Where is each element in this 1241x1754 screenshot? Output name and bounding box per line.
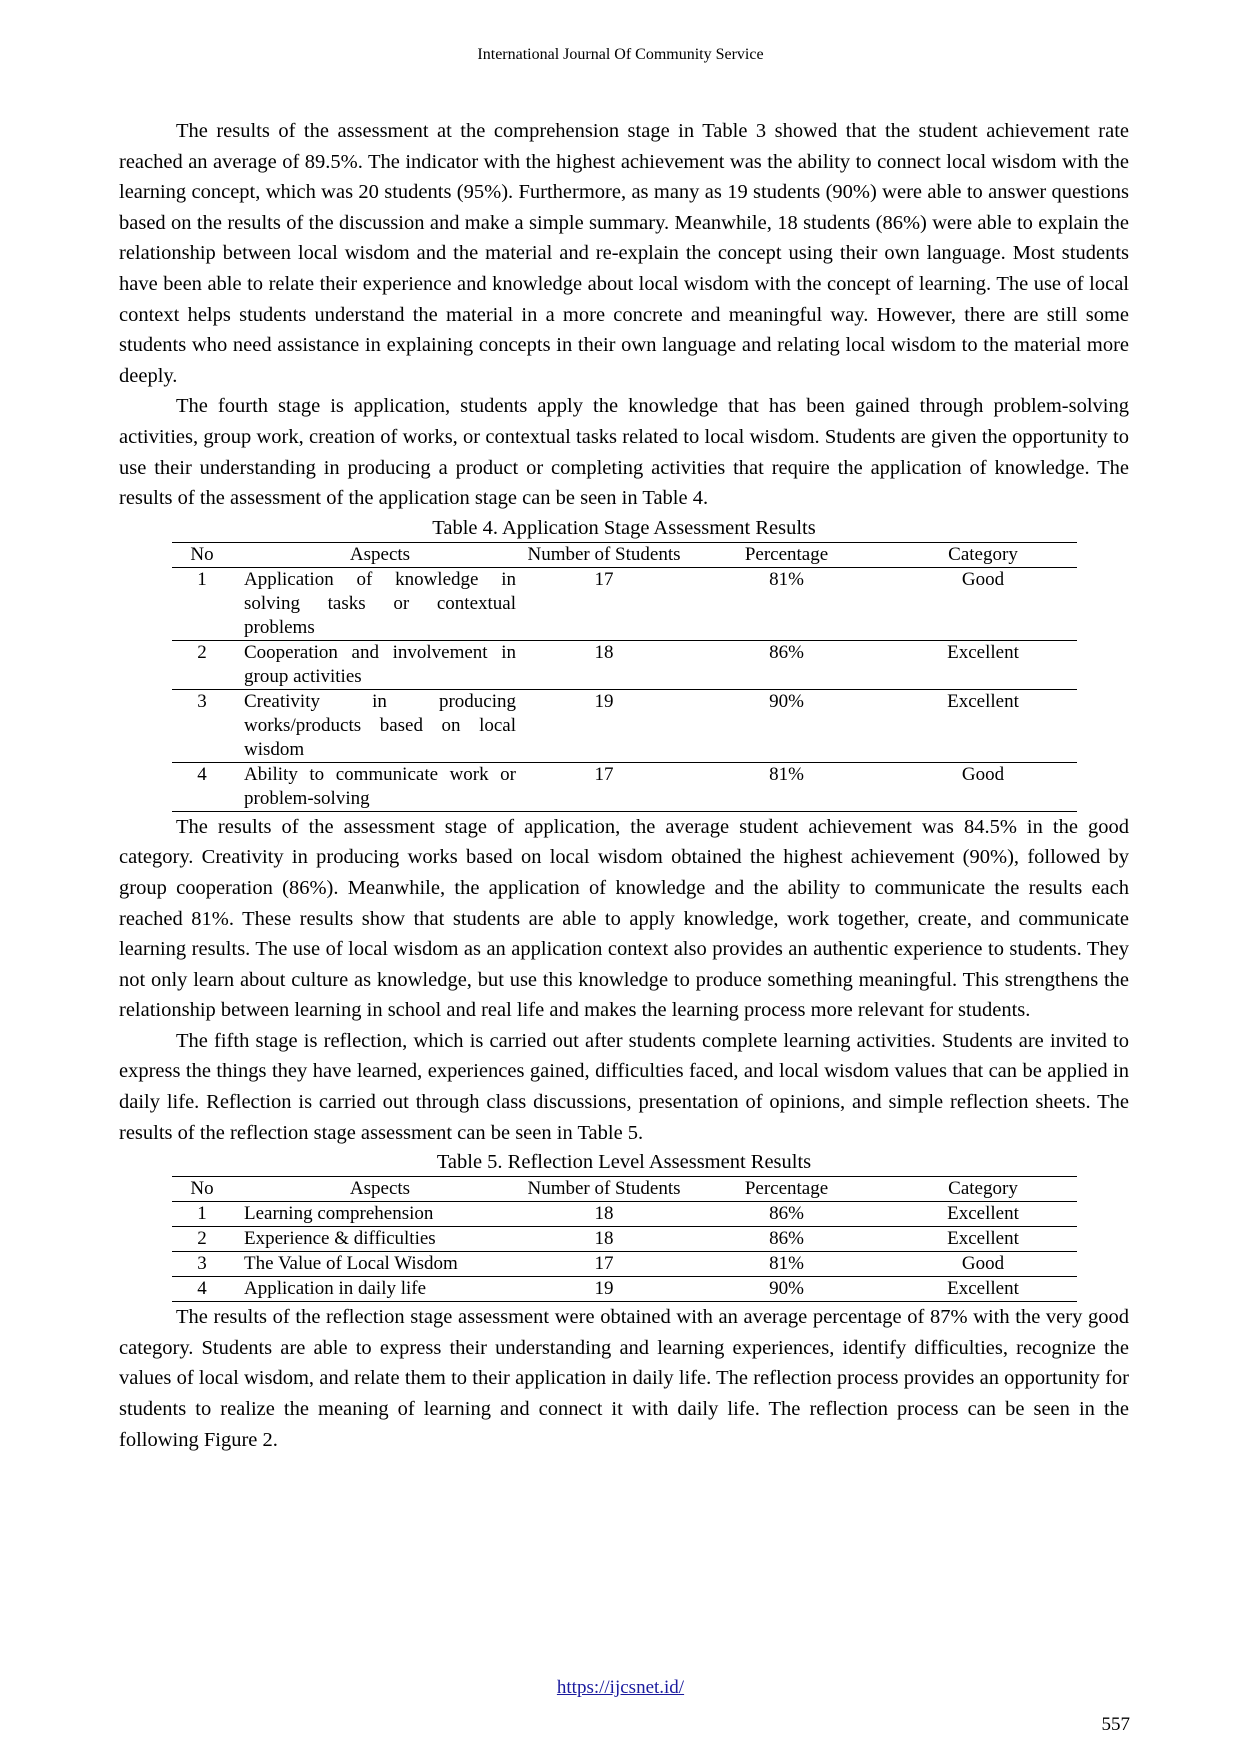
header-percentage: Percentage xyxy=(744,1178,829,1200)
table-row xyxy=(172,689,1077,762)
cell-percentage: 90% xyxy=(769,690,804,712)
table-row xyxy=(172,762,1077,811)
cell-no: 3 xyxy=(197,1253,207,1275)
table-header-row xyxy=(172,1177,1077,1202)
header-aspects: Aspects xyxy=(349,543,411,565)
cell-aspect: Ability to communicate work or problem-solving xyxy=(244,763,516,809)
paragraph-reflection-stage: The fifth stage is reflection, which is carried out after students complete learning activities. Students are invited to express the things they have learned, experiences gained, difficulties faced, and local wisdom values that can be applied in daily life. Reflection is carried out through class discussions, presentation of opinions, and simple reflection sheets. The results of the reflection stage assessment can be seen in Table 5. xyxy=(119,1029,1129,1144)
cell-no: 3 xyxy=(197,690,207,712)
cell-aspect: Application of knowledge in solving tasks or contextual problems xyxy=(244,568,516,638)
cell-percentage: 86% xyxy=(769,1228,804,1250)
cell-percentage: 86% xyxy=(769,641,804,663)
table-row xyxy=(172,567,1077,640)
cell-category: Excellent xyxy=(947,1228,1019,1250)
cell-students: 17 xyxy=(594,1253,614,1275)
table-row xyxy=(172,1277,1077,1302)
cell-category: Good xyxy=(961,1253,1005,1275)
cell-no: 1 xyxy=(197,568,207,590)
cell-category: Excellent xyxy=(947,641,1019,663)
table-row xyxy=(172,1252,1077,1277)
cell-percentage: 90% xyxy=(769,1278,804,1300)
cell-category: Excellent xyxy=(947,690,1019,712)
journal-website-link[interactable]: https://ijcsnet.id/ xyxy=(556,1677,685,1698)
header-category: Category xyxy=(948,1178,1018,1200)
cell-aspect: Application in daily life xyxy=(244,1278,427,1300)
cell-no: 4 xyxy=(197,763,207,785)
cell-aspect: Creativity in producing works/products based on local wisdom xyxy=(244,690,516,760)
cell-students: 18 xyxy=(594,1203,614,1225)
paragraph-reflection-results: The results of the reflection stage assessment were obtained with an average percentage of 87% with the very good category. Students are able to express their understanding and learning experiences, identify difficulties, recognize the values of local wisdom, and relate them to their application in daily life. The reflection process provides an opportunity for students to realize the meaning of learning and connect it with daily life. The reflection process can be seen in the following Figure 2. xyxy=(119,1306,1129,1451)
paragraph-application-results: The results of the assessment stage of application, the average student achievement was 84.5% in the good category. Creativity in producing works based on local wisdom obtained the highest achievement (90%), followed by group cooperation (86%). Meanwhile, the application of knowledge and the ability to communicate the results each reached 81%. These results show that students are able to apply knowledge, work together, create, and communicate learning results. The use of local wisdom as an application context also provides an authentic experience to students. They not only learn about culture as knowledge, but use this knowledge to produce something meaningful. This strengthens the relationship between learning in school and real life and makes the learning process more relevant for students. xyxy=(119,815,1129,1022)
table-row xyxy=(172,640,1077,689)
cell-students: 17 xyxy=(594,568,614,590)
header-percentage: Percentage xyxy=(744,543,829,565)
page-number: 557 xyxy=(1101,1714,1130,1735)
table4-application-results xyxy=(172,542,1077,812)
paragraph-comprehension-results: The results of the assessment at the comprehension stage in Table 3 showed that the student achievement rate reached an average of 89.5%. The indicator with the highest achievement was the ability to connect local wisdom with the learning concept, which was 20 students (95%). Furthermore, as many as 19 students (90%) were able to answer questions based on the results of the discussion and make a simple summary. Meanwhile, 18 students (86%) were able to explain the relationship between local wisdom and the material and re-explain the concept using their own language. Most students have been able to relate their experience and knowledge about local wisdom with the concept of learning. The use of local context helps students understand the material in a more concrete and meaningful way. However, there are still some students who need assistance in explaining concepts in their own language and relating local wisdom to the material more deeply. xyxy=(119,120,1129,387)
cell-category: Excellent xyxy=(947,1278,1019,1300)
cell-percentage: 81% xyxy=(769,763,804,785)
page-body xyxy=(119,116,1129,1455)
cell-no: 1 xyxy=(197,1203,207,1225)
cell-aspect: Experience & difficulties xyxy=(244,1228,436,1250)
cell-no: 2 xyxy=(197,641,207,663)
header-no: No xyxy=(190,543,214,565)
cell-students: 19 xyxy=(594,690,614,712)
cell-students: 18 xyxy=(594,641,614,663)
footer-link-container xyxy=(0,1677,1241,1699)
cell-category: Excellent xyxy=(947,1203,1019,1225)
cell-students: 17 xyxy=(594,763,614,785)
header-number-of-students: Number of Students xyxy=(527,1178,681,1200)
cell-percentage: 81% xyxy=(769,568,804,590)
cell-no: 4 xyxy=(197,1278,207,1300)
cell-percentage: 81% xyxy=(769,1253,804,1275)
header-number-of-students: Number of Students xyxy=(527,543,681,565)
table-row xyxy=(172,1227,1077,1252)
cell-aspect: Learning comprehension xyxy=(244,1203,434,1225)
cell-category: Good xyxy=(961,568,1005,590)
table4-caption: Table 4. Application Stage Assessment Results xyxy=(432,516,816,539)
cell-category: Good xyxy=(961,763,1005,785)
paragraph-application-stage: The fourth stage is application, students apply the knowledge that has been gained through problem-solving activities, group work, creation of works, or contextual tasks related to local wisdom. Students are given the opportunity to use their understanding in producing a product or completing activities that require the application of knowledge. The results of the assessment of the application stage can be seen in Table 4. xyxy=(119,395,1129,510)
cell-percentage: 86% xyxy=(769,1203,804,1225)
cell-aspect: Cooperation and involvement in group activities xyxy=(244,641,516,687)
cell-students: 18 xyxy=(594,1228,614,1250)
table5-reflection-results xyxy=(172,1176,1077,1302)
table5-caption: Table 5. Reflection Level Assessment Results xyxy=(436,1151,812,1174)
cell-students: 19 xyxy=(594,1278,614,1300)
cell-aspect: The Value of Local Wisdom xyxy=(244,1253,458,1275)
table-row xyxy=(172,1202,1077,1227)
table-header-row xyxy=(172,542,1077,567)
header-no: No xyxy=(190,1178,214,1200)
running-header: International Journal Of Community Service xyxy=(477,46,764,63)
cell-no: 2 xyxy=(197,1228,207,1250)
header-category: Category xyxy=(948,543,1018,565)
header-aspects: Aspects xyxy=(349,1178,411,1200)
